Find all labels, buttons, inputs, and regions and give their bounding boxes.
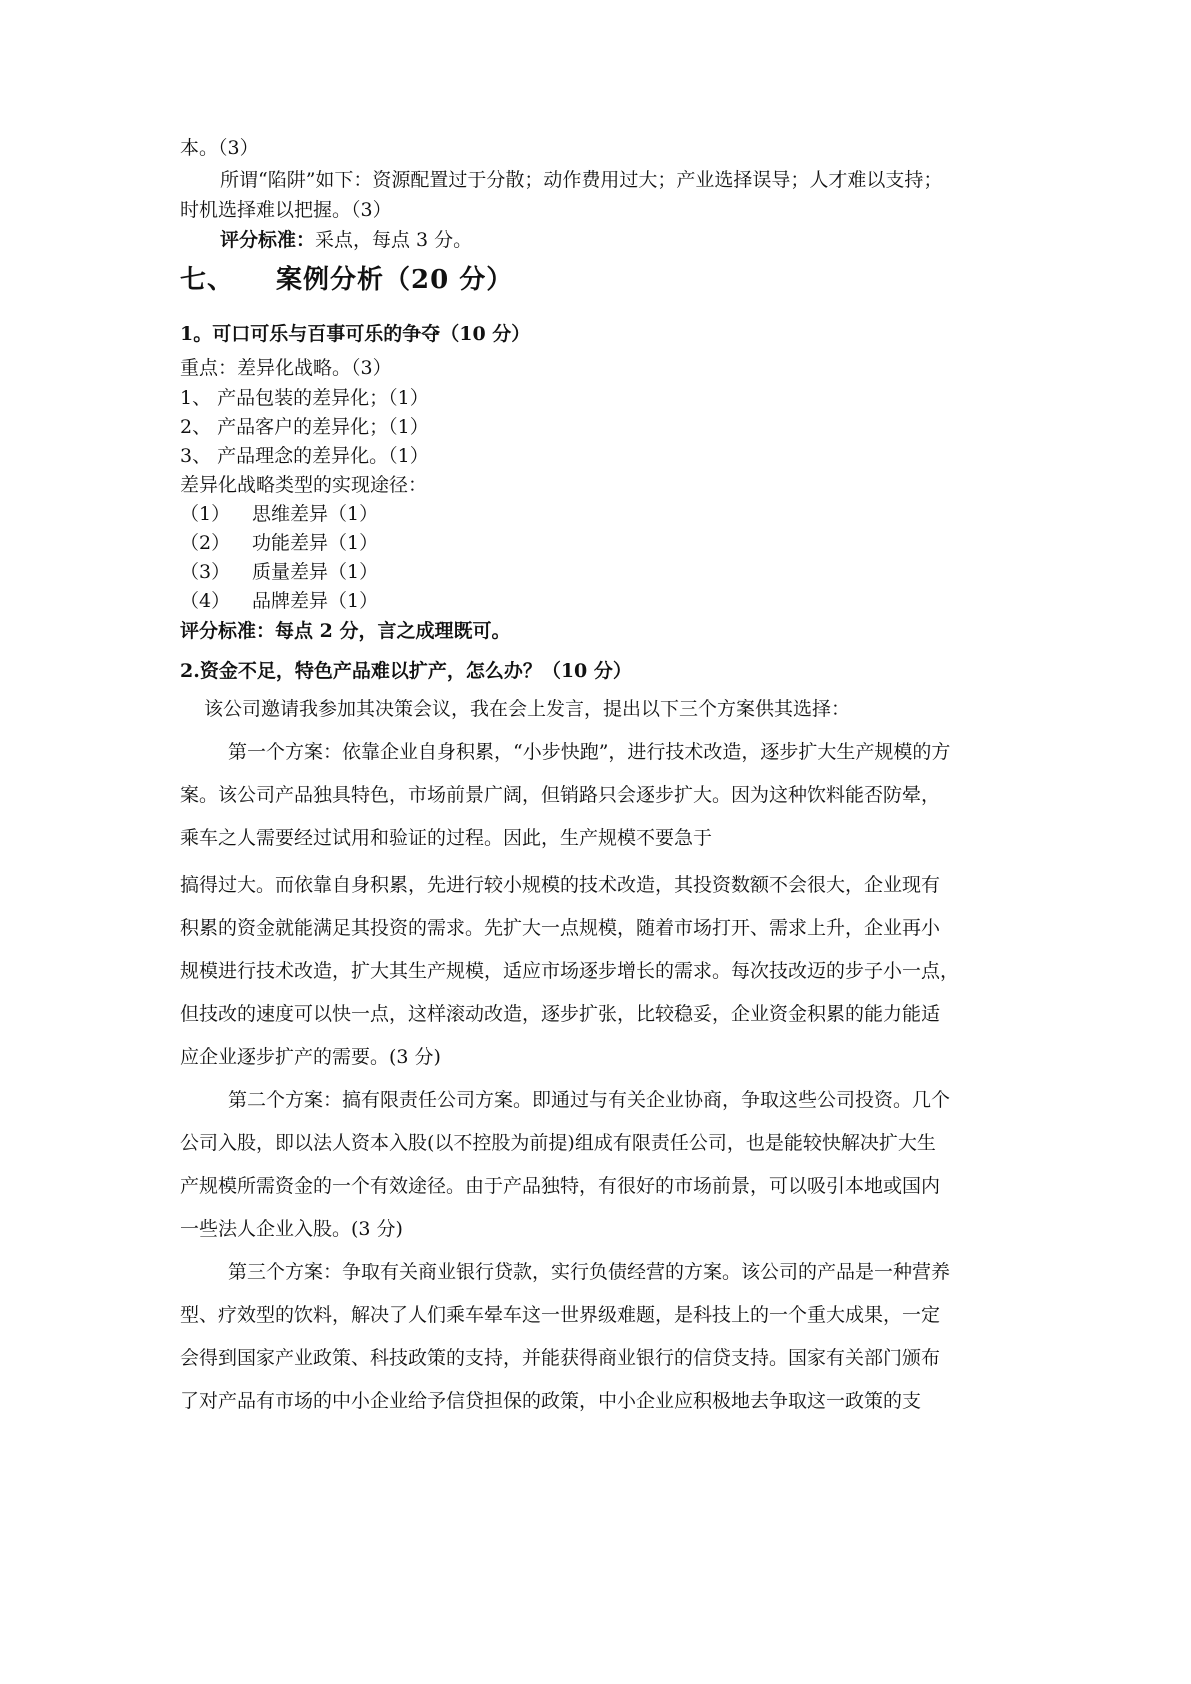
list-item	[180, 502, 378, 526]
scoring-standard: 评分标准：每点 2 分，言之成理既可。	[180, 620, 511, 642]
section-heading	[180, 264, 513, 296]
text-line: 重点：差异化战略。（3）	[180, 357, 392, 379]
item-number: （4）	[180, 590, 231, 612]
item-text: 思维差异（1）	[252, 503, 379, 525]
section-title: 案例分析（20 分）	[276, 265, 514, 295]
paragraph-line: 第二个方案：搞有限责任公司方案。即通过与有关企业协商，争取这些公司投资。几个	[228, 1089, 951, 1111]
paragraph-line: 案。该公司产品独具特色，市场前景广阔，但销路只会逐步扩大。因为这种饮料能否防晕，	[180, 784, 941, 806]
list-item	[180, 589, 378, 613]
paragraph-line: 积累的资金就能满足其投资的需求。先扩大一点规模，随着市场打开、需求上升，企业再小	[180, 917, 941, 939]
text-line: 时机选择难以把握。（3）	[180, 199, 392, 221]
scoring-label: 评分标准：	[220, 229, 316, 251]
paragraph-line: 但技改的速度可以快一点，这样滚动改造，逐步扩张，比较稳妥，企业资金积累的能力能适	[180, 1003, 941, 1025]
question-title: 1。可口可乐与百事可乐的争夺（10 分）	[180, 323, 531, 345]
paragraph-line: 应企业逐步扩产的需要。(3 分)	[180, 1046, 441, 1068]
text-line: 本。（3）	[180, 137, 259, 159]
paragraph-line: 一些法人企业入股。(3 分)	[180, 1218, 403, 1240]
text-line: 差异化战略类型的实现途径：	[180, 474, 428, 496]
list-item	[180, 531, 378, 555]
item-text: 品牌差异（1）	[252, 590, 379, 612]
scoring-text: 采点，每点 3 分。	[315, 229, 473, 251]
paragraph-line: 第一个方案：依靠企业自身积累，“小步快跑”，进行技术改造，逐步扩大生产规模的方	[228, 741, 951, 763]
list-item: 3、 产品理念的差异化。（1）	[180, 445, 429, 467]
list-item: 2、 产品客户的差异化；（1）	[180, 416, 429, 438]
paragraph-line: 了对产品有市场的中小企业给予信贷担保的政策，中小企业应积极地去争取这一政策的支	[180, 1390, 922, 1412]
scoring-standard	[220, 228, 472, 252]
paragraph-line: 乘车之人需要经过试用和验证的过程。因此，生产规模不要急于	[180, 827, 713, 849]
paragraph-line: 会得到国家产业政策、科技政策的支持，并能获得商业银行的信贷支持。国家有关部门颁布	[180, 1347, 941, 1369]
item-number: （3）	[180, 561, 231, 583]
text-line: 该公司邀请我参加其决策会议，我在会上发言，提出以下三个方案供其选择：	[204, 698, 851, 720]
paragraph-line: 公司入股，即以法人资本入股(以不控股为前提)组成有限责任公司，也是能较快解决扩大生	[180, 1132, 936, 1154]
list-item	[180, 560, 378, 584]
item-text: 质量差异（1）	[252, 561, 379, 583]
item-number: （2）	[180, 532, 231, 554]
paragraph-line: 搞得过大。而依靠自身积累，先进行较小规模的技术改造，其投资数额不会很大，企业现有	[180, 874, 941, 896]
item-text: 功能差异（1）	[252, 532, 379, 554]
section-number: 七、	[180, 265, 235, 295]
question-title: 2.资金不足，特色产品难以扩产，怎么办？（10 分）	[180, 660, 632, 682]
text-line: 所谓“陷阱”如下：资源配置过于分散；动作费用过大；产业选择误导；人才难以支持；	[220, 169, 943, 191]
list-item: 1、 产品包装的差异化；（1）	[180, 387, 429, 409]
paragraph-line: 第三个方案：争取有关商业银行贷款，实行负债经营的方案。该公司的产品是一种营养	[228, 1261, 951, 1283]
paragraph-line: 型、疗效型的饮料，解决了人们乘车晕车这一世界级难题，是科技上的一个重大成果，一定	[180, 1304, 941, 1326]
item-number: （1）	[180, 503, 231, 525]
paragraph-line: 产规模所需资金的一个有效途径。由于产品独特，有很好的市场前景，可以吸引本地或国内	[180, 1175, 941, 1197]
paragraph-line: 规模进行技术改造，扩大其生产规模，适应市场逐步增长的需求。每次技改迈的步子小一点，	[180, 960, 960, 982]
